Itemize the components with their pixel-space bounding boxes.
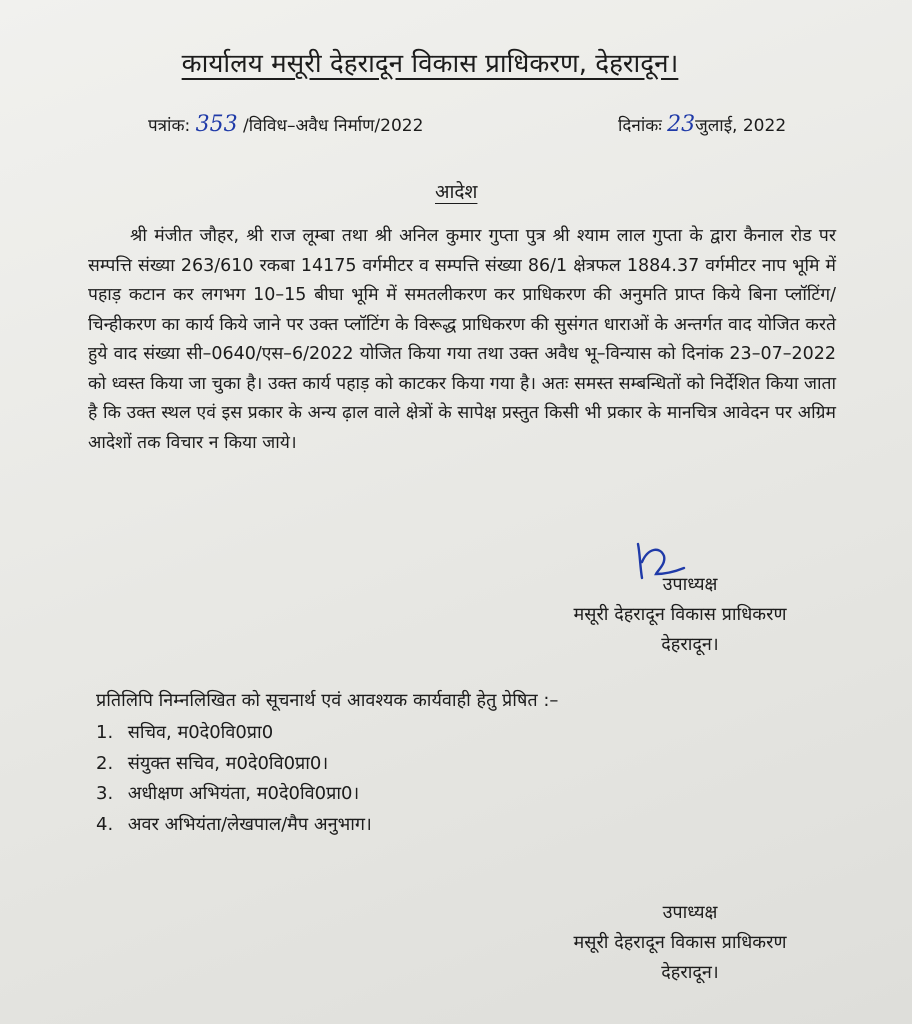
signatory-top (470, 570, 850, 660)
signatory-place: देहरादून। (661, 634, 719, 655)
list-item-number: 1. (96, 722, 114, 743)
copy-to-list (96, 718, 372, 840)
reference-line (148, 112, 838, 137)
signatory-bottom (470, 898, 850, 988)
office-heading: कार्यालय मसूरी देहरादून विकास प्राधिकरण, देहरादून। (181, 49, 679, 79)
list-item-text: अधीक्षण अभियंता, म0दे0वि0प्रा0। (127, 783, 360, 804)
signatory-organization: मसूरी देहरादून विकास प्राधिकरण (573, 604, 787, 625)
list-item-number: 3. (96, 783, 114, 804)
list-item-number: 4. (96, 813, 114, 835)
date-field (618, 112, 786, 137)
reference-label: पत्रांक: (148, 116, 191, 136)
date-label: दिनांकः (618, 116, 662, 136)
date-day-handwritten: 23 (667, 112, 696, 137)
signatory-place: देहरादून। (661, 962, 719, 983)
copy-to-intro: प्रतिलिपि निम्नलिखित को सूचनार्थ एवं आवश्यक कार्यवाही हेतु प्रेषित :– (96, 690, 559, 711)
list-item-text: संयुक्त सचिव, म0दे0वि0प्रा0। (127, 752, 329, 774)
list-item-text: अवर अभियंता/लेखपाल/मैप अनुभाग। (127, 813, 372, 835)
reference-number-handwritten: 353 (195, 112, 238, 137)
signatory-organization: मसूरी देहरादून विकास प्राधिकरण (573, 932, 787, 953)
order-body: श्री मंजीत जौहर, श्री राज लूम्बा तथा श्री अनिल कुमार गुप्ता पुत्र श्री श्याम लाल गुप्ता के द्वारा कैनाल रोड पर सम्पत्ति संख्या 263/610 रकबा 14175 वर्गमीटर व सम्पत्ति संख्या 86/1 क्षेत्रफल 1884.37 वर्गमीटर नाप भूमि में पहाड़ कटान कर लगभग 10–15 बीघा भूमि में समतलीकरण कर प्राधिकरण की अनुमति प्राप्त किये बिना प्लॉटिंग/चिन्हीकरण का कार्य किये जाने पर उक्त प्लॉटिंग के विरूद्ध प्राधिकरण की सुसंगत धाराओं के अन्तर्गत वाद योजित करते हुये वाद संख्या सी–0640/एस–6/2022 योजित किया गया तथा उक्त अवैध भू–विन्यास को दिनांक 23–07–2022 को ध्वस्त किया जा चुका है। उक्त कार्य पहाड़ को काटकर किया गया है। अतः समस्त सम्बन्धितों को निर्देशित किया जाता है कि उक्त स्थल एवं इस प्रकार के अन्य ढ़ाल वाले क्षेत्रों के सापेक्ष प्रस्तुत किसी भी प्रकार के मानचित्र आवेदन पर अग्रिम आदेशों तक विचार न किया जाये। (88, 226, 836, 453)
date-month-year: जुलाई, 2022 (695, 116, 787, 136)
list-item (96, 810, 372, 841)
list-item (96, 718, 372, 749)
order-title: आदेश (435, 181, 478, 203)
list-item-text: सचिव, म0दे0वि0प्रा0 (127, 722, 274, 743)
list-item (96, 749, 372, 780)
signatory-designation: उपाध्यक्ष (662, 902, 718, 923)
signatory-designation: उपाध्यक्ष (662, 574, 718, 595)
reference-suffix: /विविध–अवैध निर्माण/2022 (243, 116, 424, 136)
list-item-number: 2. (96, 752, 114, 774)
list-item (96, 779, 372, 810)
